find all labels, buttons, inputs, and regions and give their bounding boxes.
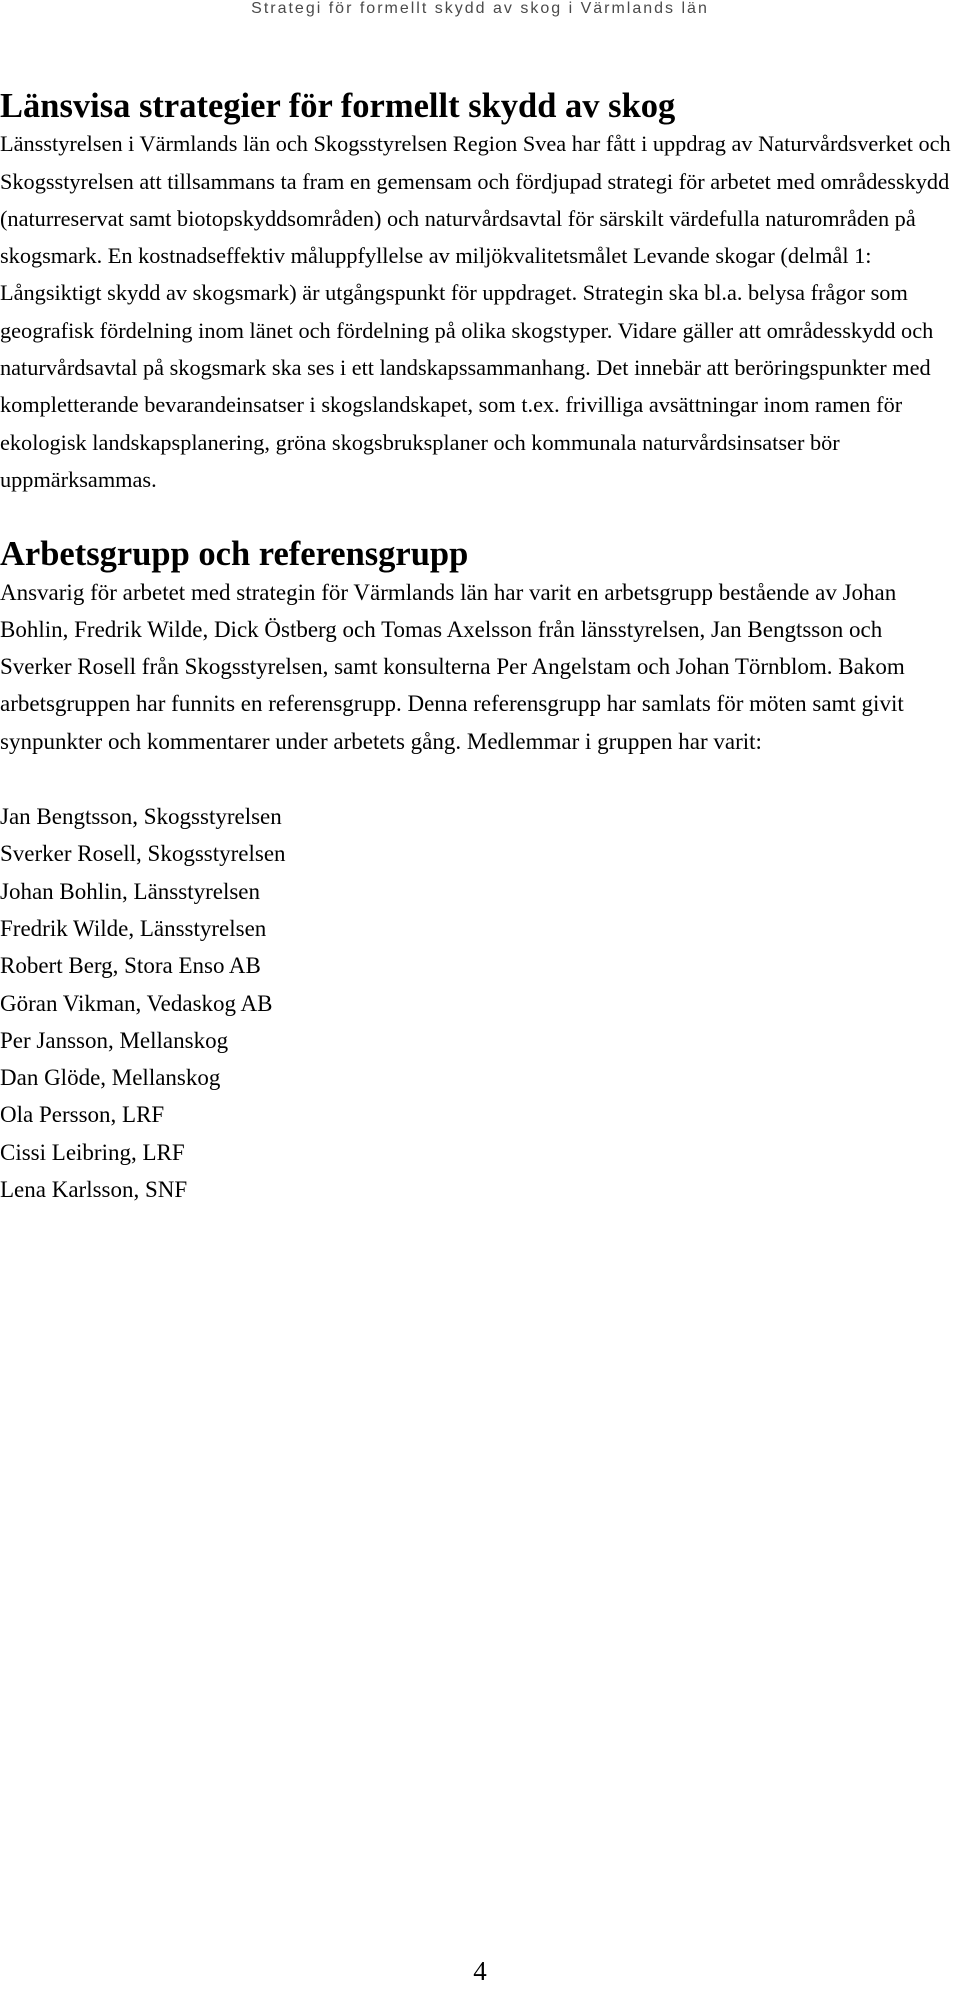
- section-body-workgroup: Ansvarig för arbetet med strategin för Värmlands län har varit en arbetsgrupp bestående av Johan Bohlin, Fredrik Wilde, Dick Östberg och Tomas Axelsson från länsstyrelsen, Jan Bengtsson och Sverker Rosell från Skogsstyrelsen, samt konsulterna Per Angelstam och Johan Törnblom. Bakom arbetsgruppen har funnits en referensgrupp. Denna referensgrupp har samlats för möten samt givit synpunkter och kommentarer under arbetets gång. Medlemmar i gruppen har varit:: [0, 579, 905, 754]
- list-item: Cissi Leibring, LRF: [0, 1139, 185, 1165]
- reference-group-list: [0, 798, 958, 1208]
- section-heading-strategies: Länsvisa strategier för formellt skydd av skog: [0, 87, 676, 125]
- list-item: Fredrik Wilde, Länsstyrelsen: [0, 915, 267, 941]
- list-item: Jan Bengtsson, Skogsstyrelsen: [0, 804, 282, 830]
- list-item: Lena Karlsson, SNF: [0, 1177, 188, 1203]
- list-item: Ola Persson, LRF: [0, 1102, 165, 1128]
- section-heading-workgroup: Arbetsgrupp och referensgrupp: [0, 535, 469, 574]
- spacer: [0, 760, 958, 798]
- page-number: 4: [473, 1956, 487, 1986]
- list-item: Johan Bohlin, Länsstyrelsen: [0, 878, 260, 904]
- list-item: Per Jansson, Mellanskog: [0, 1027, 229, 1053]
- list-item: Robert Berg, Stora Enso AB: [0, 953, 261, 979]
- spacer: [0, 498, 958, 536]
- list-item: Göran Vikman, Vedaskog AB: [0, 990, 273, 1016]
- running-header: Strategi för formellt skydd av skog i Värmlands län: [251, 0, 709, 17]
- document-body: [0, 88, 958, 1208]
- section-body-strategies: Länsstyrelsen i Värmlands län och Skogsstyrelsen Region Svea har fått i uppdrag av Naturvårdsverket och Skogsstyrelsen att tillsammans ta fram en gemensam och fördjupad strategi för arbetet med områdesskydd (naturreservat samt biotopskyddsområden) och naturvårdsavtal för särskilt värdefulla naturområden på skogsmark. En kostnadseffektiv måluppfyllelse av miljökvalitetsmålet Levande skogar (delmål 1: Långsiktigt skydd av skogsmark) är utgångspunkt för uppdraget. Strategin ska bl.a. belysa frågor som geografisk fördelning inom länet och fördelning på olika skogstyper. Vidare gäller att områdesskydd och naturvårdsavtal på skogsmark ska ses i ett landskapssammanhang. Det innebär att beröringspunkter med kompletterande bevarandeinsatser i skogslandskapet, som t.ex. frivilliga avsättningar inom ramen för ekologisk landskapsplanering, gröna skogsbruksplaner och kommunala naturvårdsinsatser bör uppmärksammas.: [0, 131, 951, 492]
- list-item: Sverker Rosell, Skogsstyrelsen: [0, 841, 286, 867]
- list-item: Dan Glöde, Mellanskog: [0, 1065, 221, 1091]
